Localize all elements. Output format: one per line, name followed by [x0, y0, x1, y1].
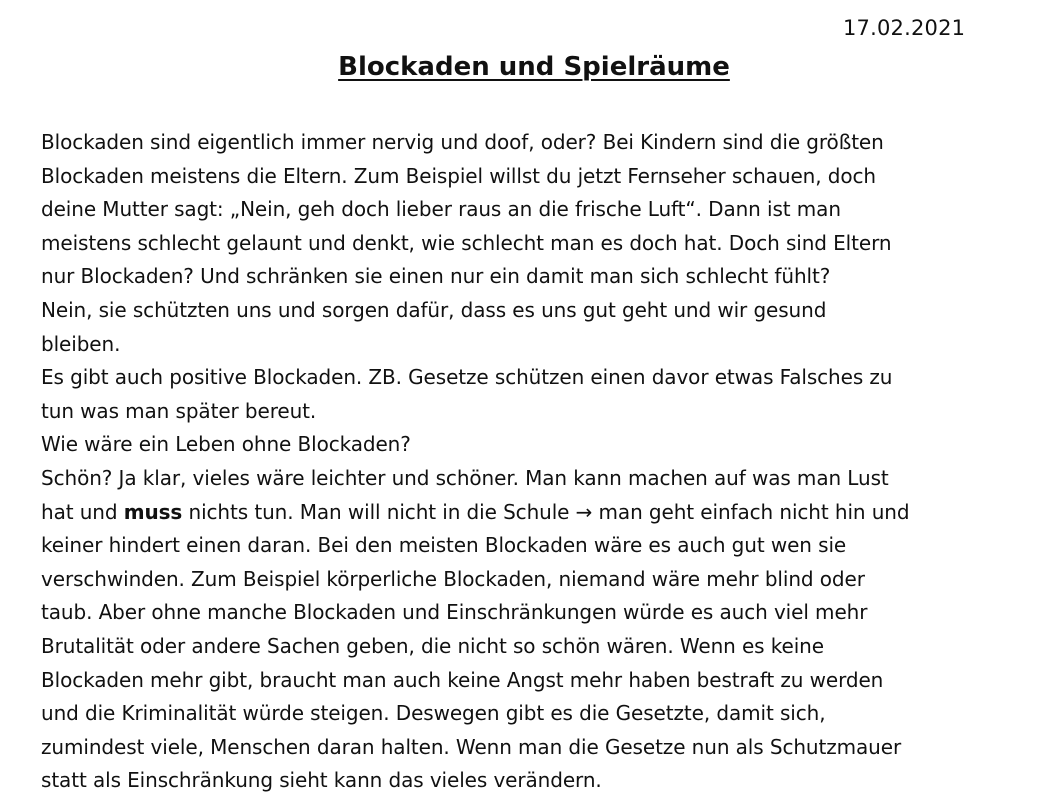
essay-body [41, 126, 1011, 798]
text-line: und die Kriminalität würde steigen. Deswegen gibt es die Gesetzte, damit sich, [41, 701, 826, 726]
text-line: Schön? Ja klar, vieles wäre leichter und schöner. Man kann machen auf was man Lust [41, 465, 889, 490]
emphasized-word: muss [123, 499, 183, 524]
text-line: zumindest viele, Menschen daran halten. Wenn man die Gesetze nun als Schutzmauer [41, 734, 902, 759]
text-line: Wie wäre ein Leben ohne Blockaden? [41, 432, 411, 457]
text-segment: hat und [41, 499, 124, 524]
document-title: Blockaden und Spielräume [338, 52, 730, 82]
text-line: tun was man später bereut. [41, 398, 317, 423]
text-line: keiner hindert einen daran. Bei den meisten Blockaden wäre es auch gut wen sie [41, 533, 847, 558]
text-line: taub. Aber ohne manche Blockaden und Einschränkungen würde es auch viel mehr [41, 600, 868, 625]
text-line: meistens schlecht gelaunt und denkt, wie schlecht man es doch hat. Doch sind Eltern [41, 230, 892, 255]
text-line: bleiben. [41, 331, 121, 356]
text-line: Blockaden mehr gibt, braucht man auch keine Angst mehr haben bestraft zu werden [41, 667, 884, 692]
text-line: nur Blockaden? Und schränken sie einen nur ein damit man sich schlecht fühlt? [41, 264, 831, 289]
text-segment: nichts tun. Man will nicht in die Schule → man geht einfach nicht hin und [182, 499, 910, 524]
text-line-with-emphasis [41, 496, 1011, 530]
document-date: 17.02.2021 [843, 16, 966, 40]
text-line: Brutalität oder andere Sachen geben, die nicht so schön wären. Wenn es keine [41, 633, 824, 658]
text-line: Es gibt auch positive Blockaden. ZB. Gesetze schützen einen davor etwas Falsches zu [41, 365, 893, 390]
text-line: Nein, sie schützten uns und sorgen dafür, dass es uns gut geht und wir gesund [41, 297, 827, 322]
text-line: Blockaden meistens die Eltern. Zum Beispiel willst du jetzt Fernseher schauen, doch [41, 163, 876, 188]
text-line: deine Mutter sagt: „Nein, geh doch lieber raus an die frische Luft“. Dann ist man [41, 197, 841, 222]
text-line: Blockaden sind eigentlich immer nervig und doof, oder? Bei Kindern sind die größten [41, 130, 884, 154]
text-line: statt als Einschränkung sieht kann das vieles verändern. [41, 768, 602, 793]
text-line: verschwinden. Zum Beispiel körperliche Blockaden, niemand wäre mehr blind oder [41, 566, 865, 591]
